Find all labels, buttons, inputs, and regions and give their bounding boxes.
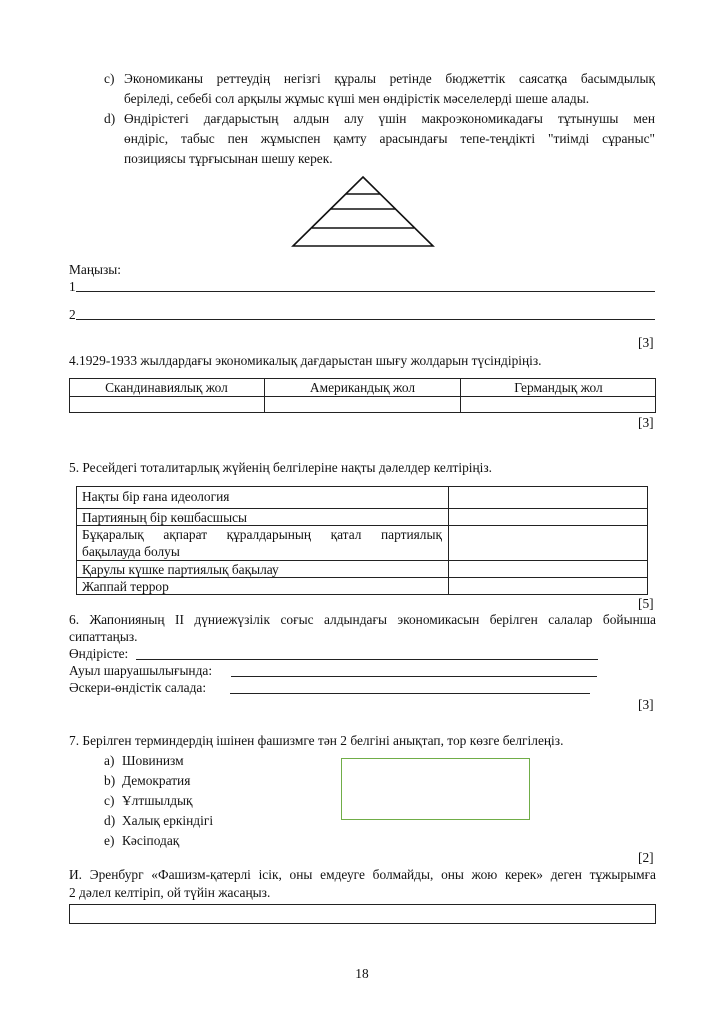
q7-mark: [2]: [638, 850, 654, 865]
q7-question: 7. Берілген терминдердің ішінен фашизмге тән 2 белгіні анықтап, тор көзге белгілеңіз.: [69, 733, 564, 748]
q6-field-agriculture-label: Ауыл шаруашылығында:: [69, 663, 213, 678]
q7-option-c-label[interactable]: Ұлтшылдық: [122, 793, 193, 808]
q5-answer-leader[interactable]: [449, 509, 647, 525]
item-d-text-line3: позициясы тұрғысынан шешу керек.: [124, 151, 333, 166]
q4-answer-german[interactable]: [461, 397, 655, 412]
q4-mark: [3]: [638, 415, 654, 430]
q7-answer-grid-box[interactable]: [341, 758, 530, 820]
q5-mark: [5]: [638, 596, 654, 611]
answer-line-2[interactable]: [76, 319, 655, 320]
q6-field-agriculture-line[interactable]: [231, 676, 597, 677]
q6-question-line1: 6. Жапонияның ІІ дүниежүзілік соғыс алдындағы экономикасын берілген салалар бойынша: [69, 612, 656, 627]
answer-line-1-number: 1: [69, 279, 76, 294]
q8-question-line2: 2 дәлел келтіріп, ой түйін жасаңыз.: [69, 885, 271, 900]
q6-field-industry-label: Өндірісте:: [69, 646, 129, 661]
q8-question-line1: И. Эренбург «Фашизм-қатерлі ісік, оны емдеуге болмайды, оны жою керек» деген тұжырымға: [69, 867, 656, 882]
q5-question: 5. Ресейдегі тоталитарлық жүйенің белгілеріне нақты дәлелдер келтіріңіз.: [69, 460, 493, 475]
q5-answer-terror[interactable]: [449, 578, 647, 594]
item-d-marker: d): [104, 111, 116, 126]
item-c-text-line1: Экономиканы реттеудің негізгі құралы ретінде бюджеттік саясатқа басымдылық: [124, 71, 655, 86]
q8-answer-box[interactable]: [69, 904, 656, 924]
page-number: 18: [355, 966, 369, 981]
q6-field-industry-line[interactable]: [136, 659, 598, 660]
q6-question-line2: сипаттаңыз.: [69, 629, 138, 644]
q4-header-german: Германдық жол: [514, 380, 603, 395]
pyramid-figure: [288, 174, 438, 250]
q4-answer-scandinavian[interactable]: [70, 397, 264, 412]
q7-option-a-marker: a): [104, 753, 115, 768]
q5-answer-ideology[interactable]: [449, 487, 647, 508]
q7-option-c-marker: c): [104, 793, 115, 808]
q5-row-army: Қарулы күшке партиялық бақылау: [82, 562, 279, 577]
q5-row-media-line1: Бұқаралық ақпарат құралдарының қатал партиялық: [82, 527, 442, 542]
q7-option-b-marker: b): [104, 773, 116, 788]
q5-answer-army[interactable]: [449, 561, 647, 577]
q4-header-american: Американдық жол: [309, 380, 416, 395]
q7-option-b-label[interactable]: Демократия: [122, 773, 191, 788]
q5-row-terror: Жаппай террор: [82, 579, 169, 594]
q4-answer-american[interactable]: [265, 397, 460, 412]
q6-field-military-line[interactable]: [230, 693, 590, 694]
item-d-text-line2: өндіріс, табыс пен жұмыспен қамту арасындағы тепе-теңдікті "тиімді сұраныс": [124, 131, 655, 146]
importance-label: Маңызы:: [69, 262, 122, 277]
item-c-marker: c): [104, 71, 115, 86]
q7-option-a-label[interactable]: Шовинизм: [122, 753, 184, 768]
q7-option-e-marker: e): [104, 833, 115, 848]
q4-header-scandinavian: Скандинавиялық жол: [105, 380, 228, 395]
item-c-text-line2: беріледі, себебі сол арқылы жұмыс күші мен өндірістік мәселелерді шеше алады.: [124, 91, 590, 106]
q5-answer-media[interactable]: [449, 526, 647, 560]
pyramid-outline: [293, 177, 433, 246]
answer-line-1[interactable]: [76, 291, 655, 292]
item-d-text-line1: Өндірістегі дағдарыстың алдын алу үшін макроэкономикадағы тұтынушы мен: [124, 111, 655, 126]
q5-row-media-line2: бақылауда болуы: [82, 544, 180, 559]
q5-row-leader: Партияның бір көшбасшысы: [82, 510, 248, 525]
q7-option-e-label[interactable]: Кәсіподақ: [122, 833, 180, 848]
q4-question: 4.1929-1933 жылдардағы экономикалық дағдарыстан шығу жолдарын түсіндіріңіз.: [69, 353, 542, 368]
q5-row-ideology: Нақты бір ғана идеология: [82, 489, 230, 504]
answer-line-2-number: 2: [69, 307, 76, 322]
q7-option-d-marker: d): [104, 813, 116, 828]
q7-option-d-label[interactable]: Халық еркіндігі: [122, 813, 214, 828]
q3-mark: [3]: [638, 335, 654, 350]
q6-mark: [3]: [638, 697, 654, 712]
q6-field-military-label: Әскери-өндістік салада:: [69, 680, 207, 695]
